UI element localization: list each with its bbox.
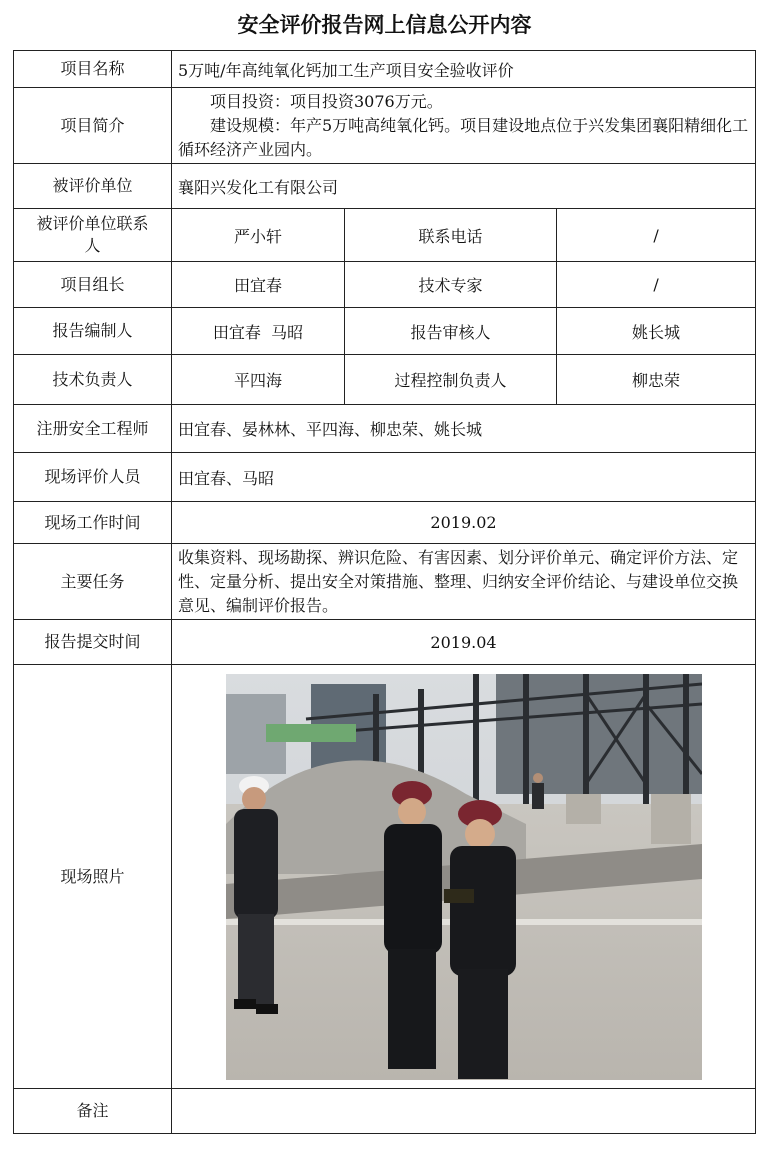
tech-lead-name: 平四海 — [172, 355, 345, 405]
row-field-staff — [14, 453, 756, 502]
photo-label: 现场照片 — [14, 665, 172, 1089]
team-leader-name: 田宜春 — [172, 262, 345, 308]
evaluated-unit-value: 襄阳兴发化工有限公司 — [172, 164, 756, 209]
row-evaluated-unit — [14, 164, 756, 209]
row-tech-lead — [14, 355, 756, 405]
row-field-time — [14, 502, 756, 544]
field-time-value: 2019.02 — [172, 502, 756, 544]
project-investment: 项目投资：项目投资3076万元。 — [210, 91, 443, 111]
reviewer-label: 报告审核人 — [345, 308, 557, 355]
row-photo — [14, 665, 756, 1089]
row-contact — [14, 209, 756, 262]
row-report-author — [14, 308, 756, 355]
photo-cell — [172, 665, 756, 1089]
tasks-label: 主要任务 — [14, 544, 172, 620]
row-project-name — [14, 51, 756, 88]
project-intro-label: 项目简介 — [14, 88, 172, 164]
row-team-leader — [14, 262, 756, 308]
row-submit-time — [14, 620, 756, 665]
row-project-intro — [14, 88, 756, 164]
report-author-name: 田宜春 马昭 — [172, 308, 345, 355]
process-value: 柳忠荣 — [557, 355, 756, 405]
remarks-value — [172, 1089, 756, 1134]
tech-lead-label: 技术负责人 — [14, 355, 172, 405]
site-photo — [226, 674, 702, 1080]
project-name-label: 项目名称 — [14, 51, 172, 88]
expert-label: 技术专家 — [345, 262, 557, 308]
project-intro-value — [172, 88, 756, 164]
row-remarks — [14, 1089, 756, 1134]
engineers-label: 注册安全工程师 — [14, 405, 172, 453]
distant-worker — [532, 773, 544, 809]
phone-value: / — [557, 209, 756, 262]
field-staff-label: 现场评价人员 — [14, 453, 172, 502]
expert-value: / — [557, 262, 756, 308]
phone-label: 联系电话 — [345, 209, 557, 262]
submit-time-label: 报告提交时间 — [14, 620, 172, 665]
tasks-value: 收集资料、现场勘探、辨识危险、有害因素、划分评价单元、确定评价方法、定性、定量分析、提出安全对策措施、整理、归纳安全评价结论、与建设单位交换意见、编制评价报告。 — [172, 544, 756, 620]
worker-left — [234, 776, 278, 1014]
contact-name: 严小轩 — [172, 209, 345, 262]
page-title: 安全评价报告网上信息公开内容 — [237, 12, 532, 37]
evaluated-unit-label: 被评价单位 — [14, 164, 172, 209]
project-name-value: 5万吨/年高纯氧化钙加工生产项目安全验收评价 — [172, 51, 756, 88]
report-author-label: 报告编制人 — [14, 308, 172, 355]
project-scale: 建设规模：年产5万吨高纯氧化钙。项目建设地点位于兴发集团襄阳精细化工循环经济产业园内。 — [178, 115, 749, 159]
info-table — [13, 50, 756, 1134]
row-engineers — [14, 405, 756, 453]
contact-label: 被评价单位联系人 — [14, 209, 172, 262]
reviewer-value: 姚长城 — [557, 308, 756, 355]
field-staff-value: 田宜春、马昭 — [172, 453, 756, 502]
pillar-base-1 — [566, 794, 601, 824]
field-time-label: 现场工作时间 — [14, 502, 172, 544]
engineers-value: 田宜春、晏林林、平四海、柳忠荣、姚长城 — [172, 405, 756, 453]
green-net — [266, 724, 356, 742]
row-tasks — [14, 544, 756, 620]
remarks-label: 备注 — [14, 1089, 172, 1134]
submit-time-value: 2019.04 — [172, 620, 756, 665]
team-leader-label: 项目组长 — [14, 262, 172, 308]
process-label: 过程控制负责人 — [345, 355, 557, 405]
pillar-base-2 — [651, 794, 691, 844]
